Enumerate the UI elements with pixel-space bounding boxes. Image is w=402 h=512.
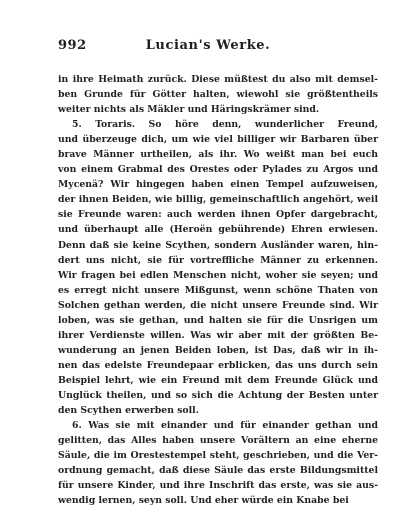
paragraph-start-line: 5. Toraris. So höre denn, wunderlicher Freund, xyxy=(72,119,378,131)
paragraph-start-line: 6. Was sie mit einander und für einander gethan und xyxy=(72,420,378,432)
text-line: in ihre Heimath zurück. Diese müßtest du also mit demsel- xyxy=(58,74,378,85)
text-line: Denn daß sie keine Scythen, sondern Ausländer waren, hin- xyxy=(58,239,378,251)
text-line: ordnung gemacht, daß diese Säule das erste Bildungsmittel xyxy=(58,465,378,477)
text-line: von einem Grabmal des Orestes oder Pylades zu Argos und xyxy=(58,164,378,176)
text-line: für unsere Kinder, und ihre Inschrift das erste, was sie aus- xyxy=(58,480,378,492)
text-line: sie Freunde waren: auch werden ihnen Opfer dargebracht, xyxy=(58,209,378,221)
text-line: brave Männer urtheilen, als ihr. Wo weißt man bei euch xyxy=(58,149,378,161)
text-line: ben Grunde für Götter halten, wiewohl sie größtentheils xyxy=(58,89,378,101)
text-line: ihrer Verdienste willen. Was wir aber mit der größten Be- xyxy=(58,329,378,341)
text-line: loben, was sie gethan, und halten sie für die Unsrigen um xyxy=(58,314,378,326)
text-line: gelitten, das Alles haben unsere Vorältern an eine eherne xyxy=(58,435,378,447)
text-line: Säule, die im Orestestempel steht, geschrieben, und die Ver- xyxy=(58,450,378,462)
text-line: der ihnen Beiden, wie billig, gemeinschaftlich angehört, weil xyxy=(58,194,378,206)
page-header xyxy=(58,38,358,56)
text-line: wunderung an jenen Beiden loben, ist Das, daß wir in ih- xyxy=(58,344,378,356)
text-line: Mycenä? Wir hingegen haben einen Tempel aufzuweisen, xyxy=(58,179,378,191)
page-number: 992 xyxy=(58,38,87,53)
text-line: Beispiel lehrt, wie ein Freund mit dem Freunde Glück und xyxy=(58,374,378,386)
text-line: weiter nichts als Mäkler und Häringskrämer sind. xyxy=(58,104,320,116)
text-line: nen das edelste Freundepaar erblicken, das uns durch sein xyxy=(58,359,378,371)
text-line: dert uns nicht, sie für vortreffliche Männer zu erkennen. xyxy=(58,254,378,266)
text-line: es erregt nicht unsere Mißgunst, wenn schöne Thaten von xyxy=(58,284,378,296)
text-line: Wir fragen bei edlen Menschen nicht, woher sie seyen; und xyxy=(58,269,378,281)
running-title: Lucian's Werke. xyxy=(145,38,271,53)
text-line: den Scythen erwerben soll. xyxy=(58,405,199,417)
text-line: und überzeuge dich, um wie viel billiger wir Barbaren über xyxy=(58,134,378,146)
text-line: Solchen gethan werden, die nicht unsere Freunde sind. Wir xyxy=(58,299,378,311)
text-line: wendig lernen, seyn soll. Und eher würde ein Knabe bei xyxy=(58,495,349,507)
text-line: Unglück theilen, und so sich die Achtung der Besten unter xyxy=(58,389,378,401)
body-text xyxy=(58,72,378,508)
text-line: und überhaupt alle (Heroën gebührende) Ehren erwiesen. xyxy=(58,224,378,236)
